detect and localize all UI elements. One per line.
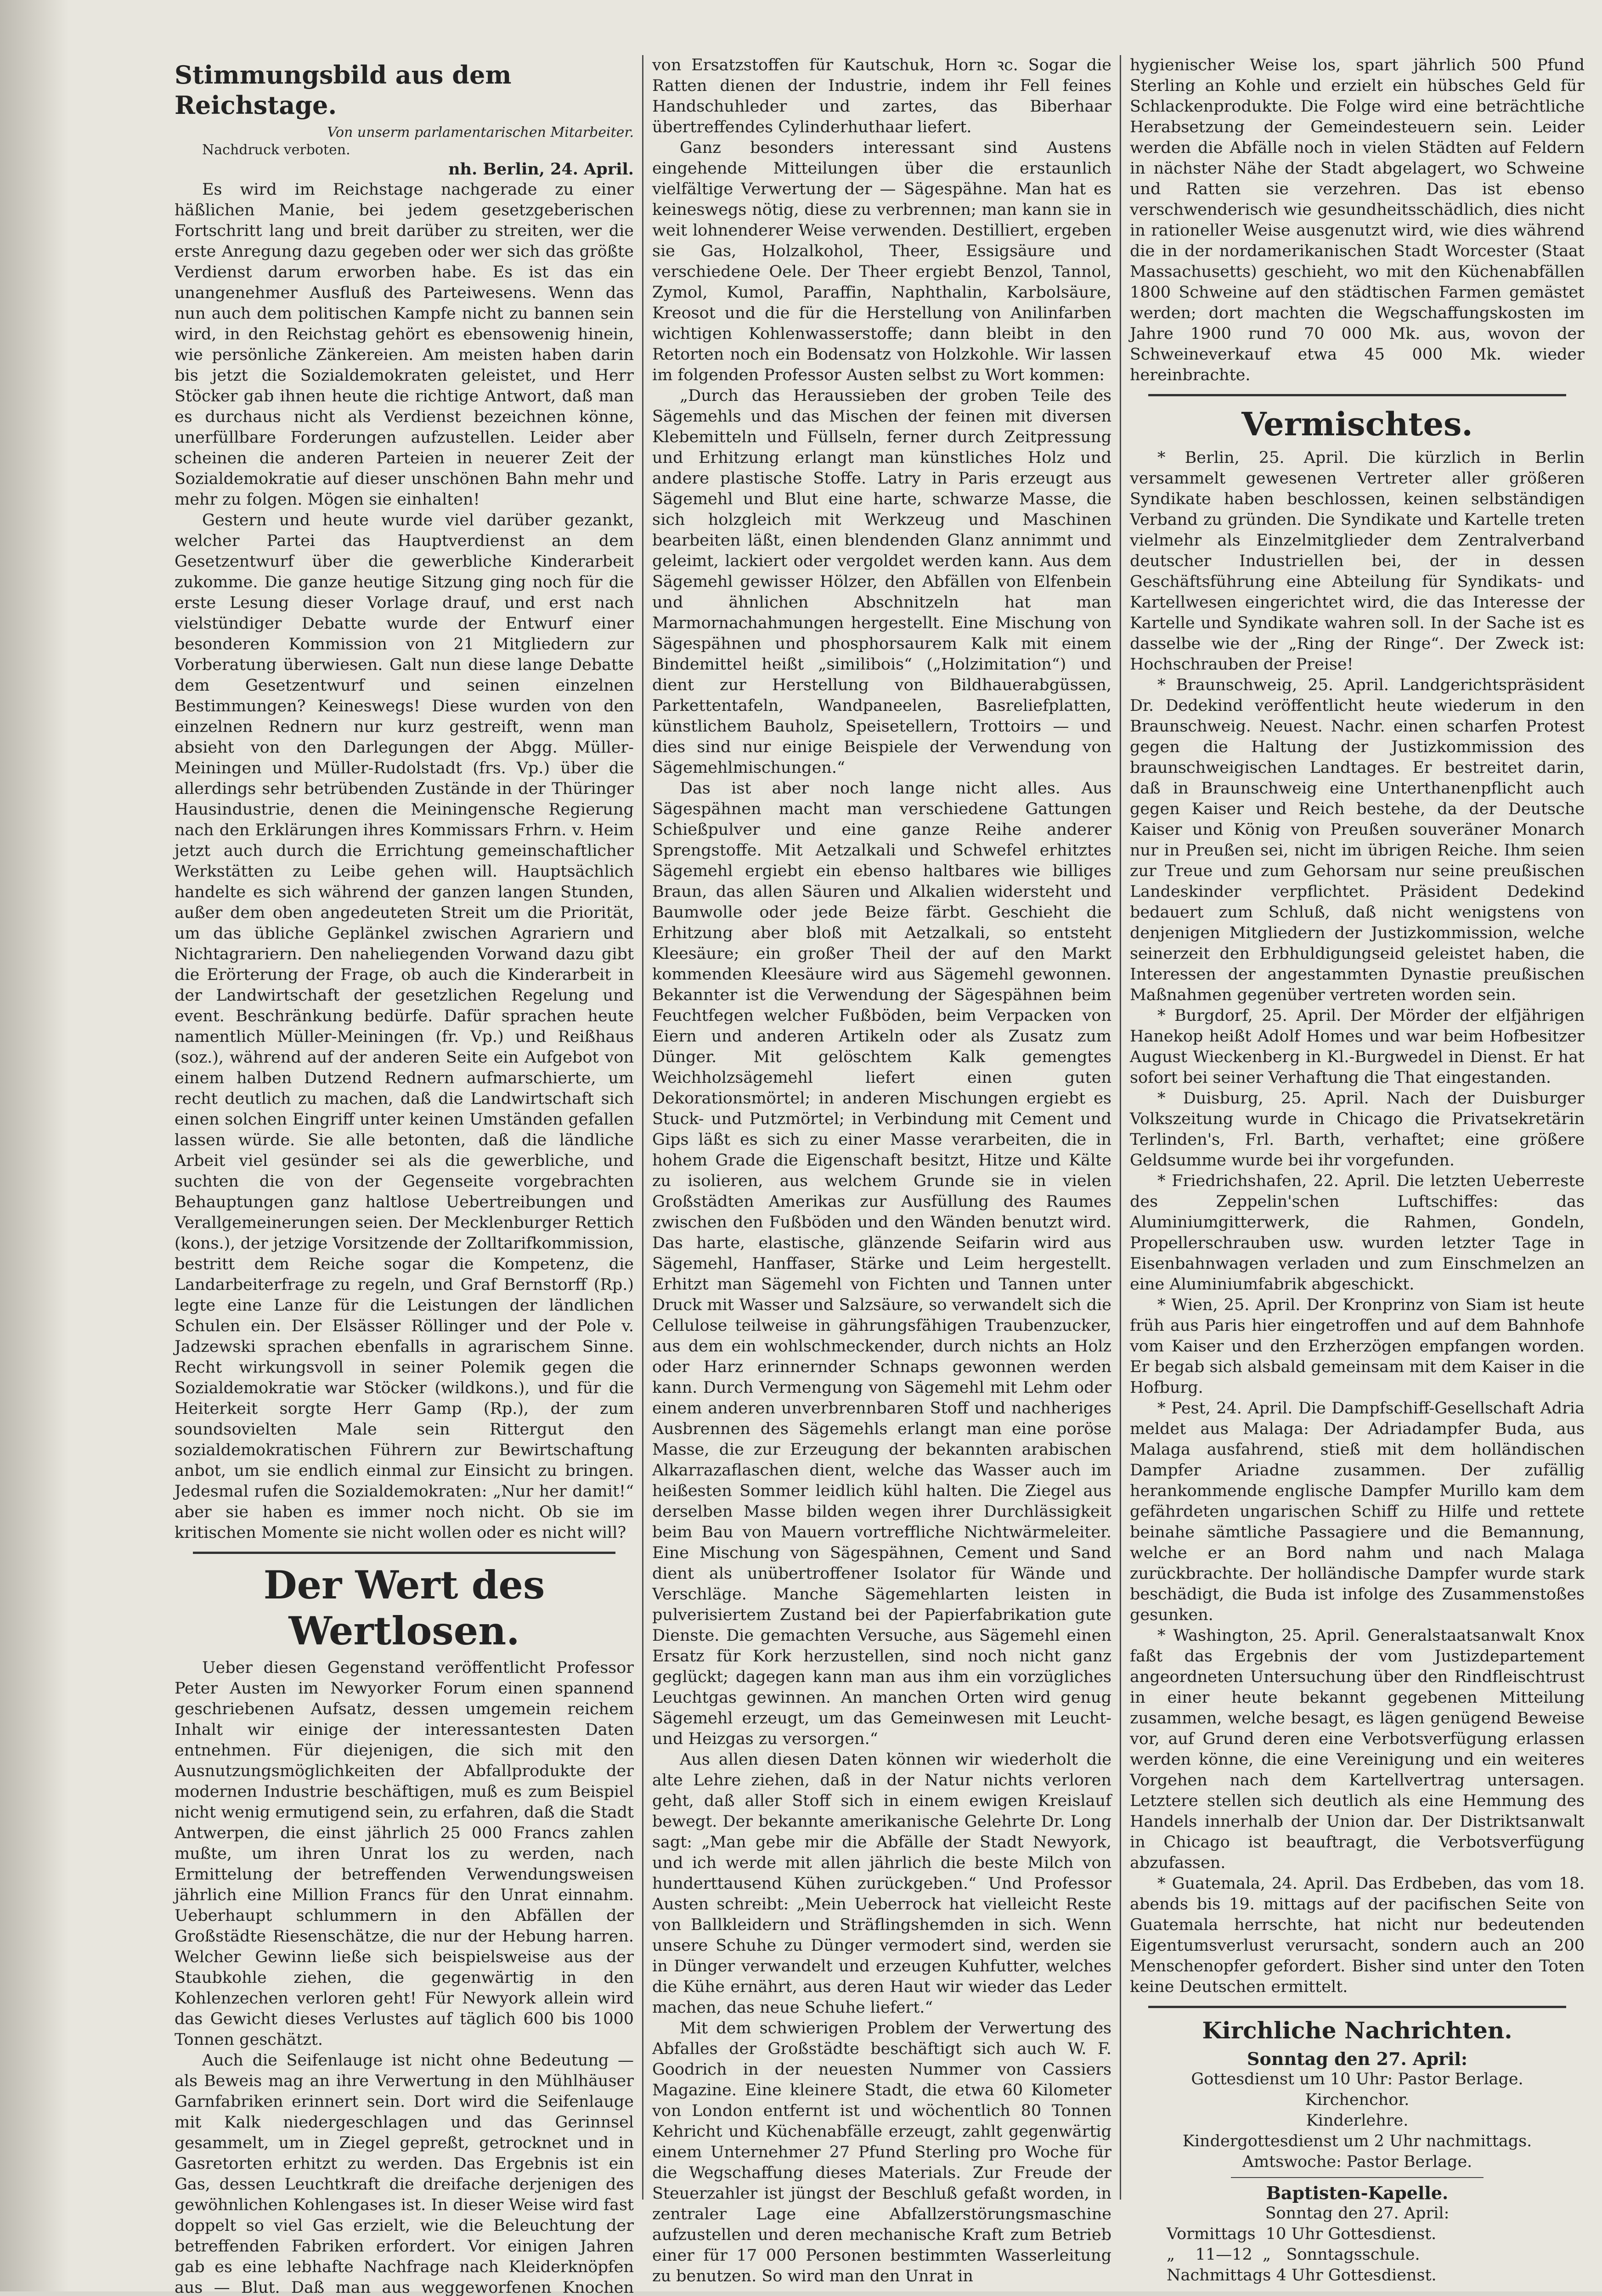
article-paragraph: Ganz besonders interessant sind Austens eingehende Mitteilungen über die erstaunlich vielfältige Verwertung der — Sägespähne. Man hat es keineswegs nötig, diese zu verbrennen; man kann sie in weit lohnenderer Weise verwenden. Destilliert, ergeben sie Gas, Holzalkohol, Theer, Essigsäure und verschiedene Oele. Der Theer ergiebt Benzol, Tannol, Zymol, Kumol, Paraffin, Naphthalin, Karbolsäure, Kreosot und die für die Herstellung von Anilinfarben wichtigen Kohlenwasserstoffe; dann bleibt in den Retorten noch ein Bodensatz von Holzkohle. Wir lassen im folgenden Professor Austen selbst zu Wort kommen: — [652, 139, 1111, 384]
article-paragraph: Ueber diesen Gegenstand veröffentlicht Professor Peter Austen im Newyorker Forum einen spannend geschriebenen Aufsatz, dessen umgemein reichem Inhalt wir einige der interessantesten Daten entnehmen. Für diejenigen, die sich mit den Ausnutzungsmöglichkeiten der Abfallprodukte der modernen Industrie beschäftigen, muß es zum Beispiel nicht wenig ermutigend sein, zu erfahren, daß die Stadt Antwerpen, die einst jährlich 25 000 Francs zahlen mußte, um ihren Unrat los zu werden, nach Ermittelung der betreffenden Verwendungsweisen jährlich eine Million Francs für den Unrat einnahm. Ueberhaupt schlummern in den Abfällen der Großstädte Riesenschätze, die nur der Hebung harren. Welcher Gewinn ließe sich beispielsweise aus der Staubkohle ziehen, die gegenwärtig in den Kohlenzechen verloren geht! Für Newyork allein wird das Gewicht dieses Verlustes auf täglich 600 bis 1000 Tonnen geschätzt. — [175, 1659, 634, 2049]
column-1 — [175, 55, 634, 2296]
dateline: nh. Berlin, 24. April. — [448, 160, 634, 179]
church-week: Amtswoche: Pastor Berlage. — [1242, 2153, 1472, 2171]
section-title-vermischtes: Vermischtes. — [1241, 405, 1473, 443]
article-paragraph: Es wird im Reichstage nachgerade zu einer häßlichen Manie, bei jedem gesetzgeberischen Fortschritt lang und breit darüber zu streiten, wer die erste Anregung dazu gegeben oder wer sich das größte Verdienst darum erworben habe. Es ist das ein unangenehmer Ausfluß des Parteiwesens. Wenn das nun auch dem politischen Kampfe nicht zu bannen sein wird, in den Reichstag gehört es ebensowenig hinein, wie persönliche Zänkereien. Am meisten haben darin bis jetzt die Sozialdemokraten geleistet, und Herr Stöcker gab ihnen heute die richtige Antwort, daß man es durchaus nicht als Verdienst bezeichnen könne, unerfüllbare Forderungen aufzustellen. Leider aber scheinen die anderen Parteien in neuerer Zeit der Sozialdemokratie auf dieser unschönen Bahn mehr und mehr zu folgen. Mögen sie einhalten! — [175, 180, 634, 509]
article-paragraph: Aus allen diesen Daten können wir wiederholt die alte Lehre ziehen, daß in der Natur nichts verloren geht, daß aller Stoff sich in einem ewigen Kreislauf bewegt. Der bekannte amerikanische Gelehrte Dr. Long sagt: „Man gebe mir die Abfälle der Stadt Newyork, und ich werde mit allen jährlich die beste Milch von hunderttausend Kühen zurückgeben.“ Und Professor Austen schreibt: „Mein Ueberrock hat vielleicht Reste von Ballkleidern und Sträflingshemden in sich. Wenn unsere Schuhe zu Dünger vermodert sind, werden sie in Dünger verwandelt und erzeugen Kuhfutter, welches die Kühe ernährt, aus deren Haut wir wieder das Leder machen, das neue Schuhe liefert.“ — [652, 1750, 1111, 2017]
column-rule-2 — [1120, 55, 1121, 2200]
news-item: * Washington, 25. April. Generalstaatsanwalt Knox faßt das Ergebnis der vom Justizdepartement angeordneten Untersuchung über den Rindfleischtrust in einer heute bekannt gegebenen Mitteilung zusammen, welche besagt, es lägen genügend Beweise vor, auf Grund deren eine Verbotsverfügung erlassen werden könne, die eine Vereinigung und ein weiteres Vorgehen nach dem Kartellvertrag untersagen. Letztere stellen sich deutlich als eine Hemmung des Handels innerhalb der Union dar. Der Distriktsanwalt in Chicago ist beauftragt, die Verbotsverfügung abzufassen. — [1130, 1626, 1585, 1872]
article-paragraph: von Ersatzstoffen für Kautschuk, Horn ꝛc. Sogar die Ratten dienen der Industrie, indem ihr Fell feines Handschuhleder und zartes, das Biberhaar übertreffendes Cylinderhuthaar liefert. — [652, 56, 1111, 136]
column-rule-1 — [642, 55, 643, 2200]
church-kirchenchor: Kirchenchor. — [1305, 2091, 1410, 2109]
news-item: * Berlin, 25. April. Die kürzlich in Berlin versammelt gewesenen Vertreter aller größeren Syndikate haben beschlossen, keinen selbständigen Verband zu gründen. Die Syndikate und Kartelle treten vielmehr als Einzelmitglieder dem Zentralverband deutscher Industriellen bei, der in dessen Geschäftsführung eine Abteilung für Syndikats- und Kartellwesen eingerichtet wird, die das Interesse der Kartelle und Syndikate wahren soll. In der Sache ist es dasselbe wie der „Ring der Ringe“. Der Zweck ist: Hochschrauben der Preise! — [1130, 449, 1585, 674]
church-divider — [1231, 2177, 1484, 2178]
church-sunday: Sonntag den 27. April: — [1247, 2048, 1467, 2069]
church-kids-service: Kindergottesdienst um 2 Uhr nachmittags. — [1182, 2132, 1532, 2150]
byline: Von unserm parlamentarischen Mitarbeiter. — [327, 124, 634, 141]
news-item: * Braunschweig, 25. April. Landgerichtspräsident Dr. Dedekind veröffentlicht heute wiederum in den Braunschweig. Neuest. Nachr. einen scharfen Protest gegen die Haltung der Justizkommission des braunschweigischen Landtages. Er bestreitet darin, daß in Braunschweig eine Unterthanenpflicht auch gegen Kaiser und Reich bestehe, da der Deutsche Kaiser und König von Preußen souveräner Monarch nur in Preußen sei, nicht im übrigen Reiche. Ihm seien zur Treue und zum Gehorsam nur seine preußischen Landeskinder verpflichtet. Präsident Dedekind bedauert zum Schluß, daß nicht wenigstens von denjenigen Mitgliedern der Justizkommission, welche seinerzeit den Erbhuldigungseid geleistet haben, die Interessen der angestammten Dynastie preußischen Maßnahmen gegenüber vertreten worden sein. — [1130, 676, 1585, 1004]
news-item: * Wien, 25. April. Der Kronprinz von Siam ist heute früh aus Paris hier eingetroffen und auf dem Bahnhofe vom Kaiser und den Erzherzögen empfangen worden. Er begab sich alsbald gemeinsam mit dem Kaiser in die Hofburg. — [1130, 1296, 1585, 1397]
page-binding-shadow — [0, 0, 69, 2291]
article-paragraph: hygienischer Weise los, spart jährlich 500 Pfund Sterling an Kohle und erzielt ein hübsches Geld für Schlackenprodukte. Die Folge wird eine beträchtliche Herabsetzung der Gemeindesteuern sein. Leider werden die Abfälle noch in vielen Städten auf Feldern in nächster Nähe der Stadt abgelagert, wo Schweine und Ratten sie verzehren. Das ist ebenso verschwenderisch wie gesundheitsschädlich, dies nicht in rationeller Weise ausgenutzt wird, wie dies während die in der nordamerikanischen Stadt Worcester (Staat Massachusetts) geschieht, wo mit den Küchenabfällen 1800 Schweine auf den städtischen Farmen gemästet werden; dort machten die Wegschaffungskosten im Jahre 1900 rund 70 000 Mk. aus, wovon der Schweineverkauf etwa 45 000 Mk. wieder hereinbrachte. — [1130, 56, 1585, 384]
article-paragraph: Das ist aber noch lange nicht alles. Aus Sägespähnen macht man verschiedene Gattungen Schießpulver und eine ganze Reihe anderer Sprengstoffe. Mit Aetzalkali und Schwefel erhitztes Sägemehl ergiebt ein ebenso haltbares wie billiges Braun, das allen Säuren und Alkalien widersteht und Baumwolle oder jede Beize färbt. Geschieht die Erhitzung aber bloß mit Aetzalkali, so entsteht Kleesäure; ein großer Theil der auf den Markt kommenden Kleesäure wird aus Sägemehl gewonnen. Bekannter ist die Verwendung der Sägespähnen beim Feuchtfegen welcher Fußböden, beim Verpacken von Eiern und anderen Artikeln oder als Zusatz zum Dünger. Mit gelöschtem Kalk gemengtes Weichholzsägemehl liefert einen guten Dekorationsmörtel; in anderen Mischungen ergiebt es Stuck- und Putzmörtel; in Verbindung mit Cement und Gips läßt es sich zu einer Masse verarbeiten, die in hohem Grade die Eigenschaft besitzt, Hitze und Kälte zu isolieren, aus welchem Grunde sie in vielen Großstädten Amerikas zur Ausfüllung des Raumes zwischen den Fußböden und den Wänden benutzt wird. Das harte, elastische, glänzende Seifarin wird aus Sägemehl, Hanffaser, Stärke und Leim hergestellt. Erhitzt man Sägemehl von Fichten und Tannen unter Druck mit Wasser und Salzsäure, so verwandelt sich die Cellulose teilweise in gährungsfähigen Traubenzucker, aus dem ein wohlschmeckender, durch nichts an Holz oder Harz erinnernder Schnaps gewonnen werden kann. Durch Vermengung von Sägemehl mit Lehm oder einem anderen unverbrennbaren Stoff und nachheriges Ausbrennen des Sägemehls erlangt man eine poröse Masse, die zur Erzeugung der bekannten arabischen Alkarrazaflaschen dient, welche das Wasser auch im heißesten Sommer leidlich kühl halten. Die Ziegel aus derselben Masse bilden wegen ihrer Durchlässigkeit beim Bau von Mauern vortreffliche Nichtwärmeleiter. Eine Mischung von Sägespähnen, Cement und Sand dient als unübertroffener Isolator für Wände und Verschläge. Manche Sägemehlarten leisten in pulverisiertem Zustand bei der Papierfabrikation gute Dienste. Die gemachten Versuche, aus Sägemehl einen Ersatz für Kork herzustellen, sind noch nicht ganz geglückt; dagegen kann man aus ihm ein vorzügliches Leuchtgas gewinnen. An manchen Orten wird genug Sägemehl erzeugt, um das Gemeinwesen mit Leucht- und Heizgas zu versorgen.“ — [652, 779, 1111, 1748]
church-service: Gottesdienst um 10 Uhr: Pastor Berlage. — [1191, 2070, 1523, 2088]
baptist-schedule-3: Nachmittags 4 Uhr Gottesdienst. — [1167, 2266, 1437, 2285]
baptist-sunday: Sonntag den 27. April: — [1265, 2204, 1450, 2223]
article-title-reichstag: Stimmungsbild aus dem Reichstage. — [175, 60, 512, 120]
section-divider — [1148, 394, 1566, 396]
article-title-wert: Der Wert des Wertlosen. — [263, 1562, 545, 1654]
article-paragraph: Mit dem schwierigen Problem der Verwertung des Abfalles der Großstädte beschäftigt sich auch W. F. Goodrich in der neuesten Nummer von Cassiers Magazine. Eine kleinere Stadt, die etwa 60 Kilometer von London entfernt ist und wöchentlich 80 Tonnen Kehricht und Küchenabfälle erzeugt, zahlt gegenwärtig einem Unternehmer 27 Pfund Sterling pro Woche für die Wegschaffung dieses Materials. Zur Freude der Steuerzahler ist jüngst der Beschluß gefaßt worden, in zentraler Lage eine Abfallzerstörungsmaschine aufzustellen und deren mechanische Kraft zum Betrieb einer für 17 000 Personen bestimmten Wasserleitung zu benutzen. So wird man den Unrat in — [652, 2019, 1111, 2285]
news-item: * Duisburg, 25. April. Nach der Duisburger Volkszeitung wurde in Chicago die Privatsekretärin Terlinden's, Frl. Barth, verhaftet; eine größere Geldsumme wurde bei ihr vorgefunden. — [1130, 1089, 1585, 1170]
church-kinderlehre: Kinderlehre. — [1306, 2111, 1409, 2130]
section-divider — [1148, 2006, 1566, 2008]
baptist-schedule-2: „ 11—12 „ Sonntagsschule. — [1167, 2245, 1420, 2264]
article-paragraph: Auch die Seifenlauge ist nicht ohne Bedeutung — als Beweis mag an ihre Verwertung in den Mühlhäuser Garnfabriken erinnert sein. Dort wird die Seifenlauge mit Kalk niedergeschlagen und das Gerinnsel gesammelt, um in Ziegel gepreßt, getrocknet und in Gasretorten erhitzt zu werden. Das Ergebnis ist ein Gas, dessen Leuchtkraft die dreifache derjenigen des gewöhnlichen Kohlengases ist. In dieser Weise wird fast doppelt so viel Gas erzielt, wie die Beleuchtung der betreffenden Fabriken erfordert. Vor einigen Jahren gab es eine lebhafte Nachfrage nach Kleiderknöpfen aus — Blut. Daß man aus weggeworfenen Knochen — [175, 2051, 634, 2296]
column-2 — [652, 55, 1111, 2285]
reprint-notice: Nachdruck verboten. — [202, 142, 350, 158]
section-divider — [193, 1552, 615, 1554]
church-notices — [1130, 2016, 1585, 2286]
news-item: * Friedrichshafen, 22. April. Die letzten Ueberreste des Zeppelin'schen Luftschiffes: das Aluminiumgitterwerk, die Rahmen, Gondeln, Propellerschrauben usw. wurden letzter Tage in Eisenbahnwagen verladen und zum Einschmelzen an eine Aluminiumfabrik abgeschickt. — [1130, 1172, 1585, 1294]
news-item: * Guatemala, 24. April. Das Erdbeben, das vom 18. abends bis 19. mittags auf der pacifischen Seite von Guatemala herrschte, hat nicht nur bedeutenden Eigentumsverlust verursacht, sondern auch an 200 Menschenopfer gefordert. Bisher sind unter den Toten keine Deutschen ermittelt. — [1130, 1874, 1585, 1996]
baptist-schedule-1: Vormittags 10 Uhr Gottesdienst. — [1167, 2225, 1437, 2243]
news-item: * Burgdorf, 25. April. Der Mörder der elfjährigen Hanekop heißt Adolf Homes und war beim Hofbesitzer August Wieckenberg in Kl.-Burgwedel in Dienst. Er hat sofort bei seiner Verhaftung die That eingestanden. — [1130, 1007, 1585, 1087]
baptist-title: Baptisten-Kapelle. — [1266, 2183, 1449, 2203]
column-3 — [1130, 55, 1585, 2285]
article-paragraph: „Durch das Heraussieben der groben Teile des Sägemehls und das Mischen der feinen mit diversen Klebemitteln und Füllseln, ferner durch Zeitpressung und Erhitzung erlangt man künstliches Holz und andere plastische Stoffe. Latry in Paris erzeugt aus Sägemehl und Blut eine harte, schwarze Masse, die sich holzgleich mit Werkzeug und Maschinen bearbeiten läßt, einen blendenden Glanz annimmt und geleimt, lackiert oder vergoldet werden kann. Aus dem Sägemehl gewisser Hölzer, den Abfällen von Elfenbein und ähnlichen Abschnitzeln hat man Marmornachahmungen hergestellt. Eine Mischung von Sägespähnen und phosphorsaurem Kalk mit einem Bindemittel heißt „similibois“ („Holzimitation“) und dient zur Herstellung von Bildhauerabgüssen, Parkettentafeln, Wandpaneelen, Basreliefplatten, künstlichem Bauholz, Speisetellern, Trottoirs — und dies sind nur einige Beispiele der Verwendung von Sägemehlmischungen.“ — [652, 387, 1111, 777]
news-item: * Pest, 24. April. Die Dampfschiff-Gesellschaft Adria meldet aus Malaga: Der Adriadampfer Buda, aus Malaga ausfahrend, stieß mit dem holländischen Dampfer Ariadne zusammen. Der zufällig herankommende englische Dampfer Murillo kam dem gefährdeten ungarischen Schiff zu Hilfe und rettete beinahe sämtliche Passagiere und die Bemannung, welche er an Bord nahm und nach Malaga zurückbrachte. Der holländische Dampfer wurde stark beschädigt, die Buda ist infolge des Zusammenstoßes gesunken. — [1130, 1399, 1585, 1624]
article-paragraph: Gestern und heute wurde viel darüber gezankt, welcher Partei das Hauptverdienst an dem Gesetzentwurf über die gewerbliche Kinderarbeit zukomme. Die ganze heutige Sitzung ging noch für die erste Lesung dieser Vorlage drauf, und erst nach vielstündiger Debatte wurde der Entwurf einer besonderen Kommission von 21 Mitgliedern zur Vorberatung überwiesen. Galt nun diese lange Debatte dem Gesetzentwurf und seinen einzelnen Bestimmungen? Keineswegs! Diese wurden von den einzelnen Rednern nur kurz gestreift, wenn man absieht von den Darlegungen der Abgg. Müller-Meiningen und Müller-Rudolstadt (frs. Vp.) über die allerdings sehr betrübenden Zustände in der Thüringer Hausindustrie, denen die Meiningensche Regierung nach den Erklärungen ihres Kommissars Frhrn. v. Heim jetzt auch durch die Errichtung gemeinschaftlicher Werkstätten zu Leibe gehen will. Hauptsächlich handelte es sich während der ganzen langen Stunden, außer dem oben angedeuteten Streit um die Priorität, um das übliche Geplänkel zwischen Agrariern und Nichtagrariern. Den naheliegenden Vorwand dazu gibt die Erörterung der Frage, ob auch die Kinderarbeit in der Landwirtschaft der gesetzlichen Regelung und event. Beschränkung bedürfe. Dafür sprachen heute namentlich Müller-Meiningen (fr. Vp.) und Reißhaus (soz.), während auf der anderen Seite ein Aufgebot von einem halben Dutzend Rednern aufmarschierte, um recht deutlich zu machen, daß die Landwirtschaft sich einen solchen Eingriff unter keinen Umständen gefallen lassen würde. Sie alle betonten, daß die ländliche Arbeit viel gesünder sei als die gewerbliche, und suchten die von der Gegenseite vorgebrachten Behauptungen ganz haltlose Uebertreibungen und Verallgemeinerungen seien. Der Mecklenburger Rettich (kons.), der jetzige Vorsitzende der Zolltarifkommission, bestritt dem Reiche sogar die Kompetenz, die Landarbeiterfrage zu regeln, und Graf Bernstorff (Rp.) legte eine Lanze für die Leistungen der ländlichen Schulen ein. Der Elsässer Röllinger und der Pole v. Jadzewski sprachen ebenfalls in agrarischem Sinne. Recht wirkungsvoll in seiner Polemik gegen die Sozialdemokratie war Stöcker (wildkons.), und für die Heiterkeit sorgte Herr Gamp (Rp.), der zum soundsovielten Male sein Rittergut den sozialdemokratischen Führern zur Bewirtschaftung anbot, um sie endlich einmal zur Einsicht zu bringen. Jedesmal rufen die Sozialdemokraten: „Nur her damit!“ aber sie haben es immer noch nicht. Ob sie im kritischen Momente sie nicht wollen oder es nicht will? — [175, 511, 634, 1542]
section-title-church: Kirchliche Nachrichten. — [1202, 2017, 1512, 2044]
